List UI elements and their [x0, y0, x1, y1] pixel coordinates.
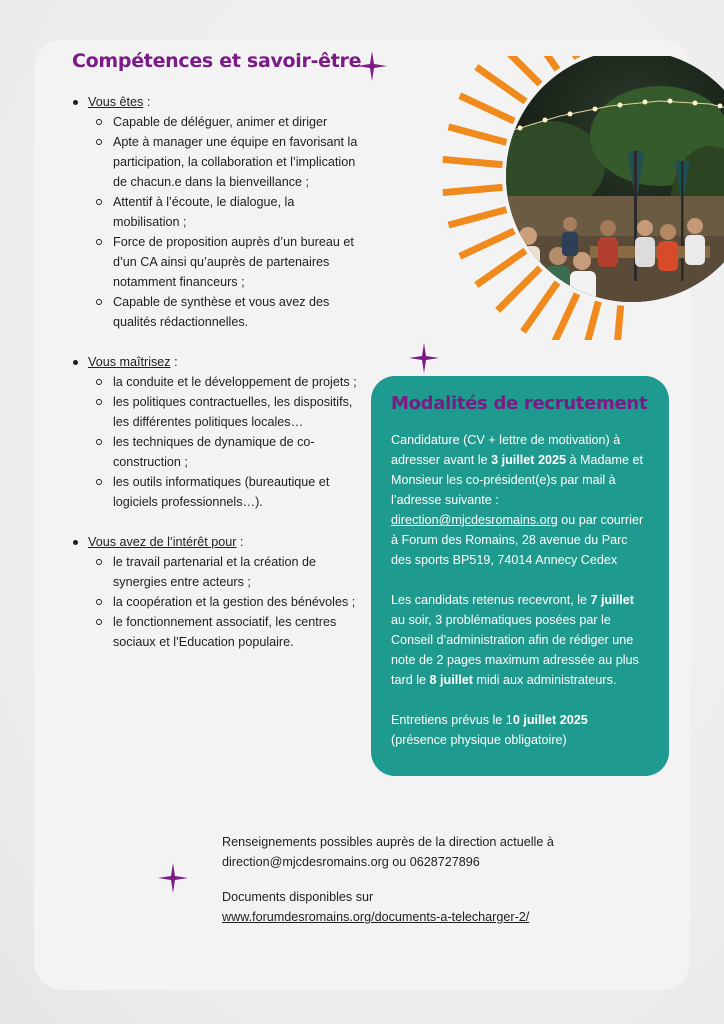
sunburst-ray: [615, 306, 620, 340]
recruitment-title: Modalités de recrutement: [391, 393, 648, 414]
sunburst-ray: [552, 294, 577, 340]
list-item: les techniques de dynamique de co-construction ;: [70, 432, 360, 472]
sunburst-ray: [443, 187, 503, 192]
sunburst-ray: [460, 96, 514, 121]
sunburst-ray: [498, 268, 540, 310]
competences-title: Compétences et savoir-être: [72, 50, 362, 72]
list-item: Capable de synthèse et vous avez des qualités rédactionnelles.: [70, 292, 360, 332]
recruitment-interview-text: Entretiens prévus le 10 juillet 2025 (présence physique obligatoire): [391, 713, 588, 747]
list-item: la coopération et la gestion des bénévoles ;: [70, 592, 360, 612]
group-title: Vous maîtrisez :: [70, 352, 360, 372]
sunburst-ray: [443, 159, 503, 164]
sunburst-ray: [476, 67, 525, 101]
contact-info: Renseignements possibles auprès de la direction actuelle à direction@mjcdesromains.org ou 0628727896: [222, 835, 554, 869]
sparkle-icon: [157, 862, 189, 894]
list-item: les politiques contractuelles, les dispositifs, les différentes politiques locales…: [70, 392, 360, 432]
recruitment-panel: [371, 376, 669, 776]
sunburst-ray: [460, 231, 514, 256]
list-item: Attentif à l’écoute, le dialogue, la mobilisation ;: [70, 192, 360, 232]
list-item: Apte à manager une équipe en favorisant la participation, la collaboration et l’implication de chacun.e dans la bienveillance ;: [70, 132, 360, 192]
list-item: les outils informatiques (bureautique et logiciels professionnels…).: [70, 472, 360, 512]
contact-footer: [222, 832, 602, 942]
sparkle-icon: [408, 342, 440, 374]
sparkle-icon: [356, 50, 388, 82]
recruitment-application-text: Candidature (CV + lettre de motivation) à adresser avant le 3 juillet 2025 à Madame et Monsieur les co-président(e)s par mail à l’adresse suivante : direction@mjcdesromains.org ou par courrier à Forum des Romains, 28 avenue du Parc des sports BP519, 74014 Annecy Cedex: [391, 433, 644, 567]
group-title: Vous avez de l’intérêt pour :: [70, 532, 360, 552]
sunburst-ray: [583, 302, 599, 340]
email-link[interactable]: direction@mjcdesromains.org: [391, 513, 558, 527]
sunburst-ray: [476, 251, 525, 285]
list-item: la conduite et le développement de projets ;: [70, 372, 360, 392]
recruitment-selection-text: Les candidats retenus recevront, le 7 juillet au soir, 3 problématiques posées par le Conseil d’administration afin de rédiger une note de 2 pages maximum adressée au plus tard le 8 juillet midi aux administrateurs.: [391, 593, 639, 687]
list-item: le fonctionnement associatif, les centres sociaux et l’Education populaire.: [70, 612, 360, 652]
documents-link[interactable]: www.forumdesromains.org/documents-a-telecharger-2/: [222, 910, 530, 924]
sunburst-ray: [448, 127, 506, 143]
list-item: Force de proposition auprès d’un bureau et d’un CA ainsi qu’auprès de partenaires notamment financeurs ;: [70, 232, 360, 292]
sunburst-ray: [448, 210, 506, 226]
sunburst-ray: [498, 56, 540, 84]
skills-group-interest: [70, 532, 360, 652]
skills-group-you-master: [70, 352, 360, 512]
skills-list: [70, 92, 360, 672]
documents-info: Documents disponibles sur www.forumdesromains.org/documents-a-telecharger-2/: [222, 890, 530, 924]
group-title: Vous êtes :: [70, 92, 360, 112]
sunburst-ray: [552, 56, 577, 58]
event-photo: [440, 56, 724, 340]
list-item: Capable de déléguer, animer et diriger: [70, 112, 360, 132]
sunburst-ray: [523, 282, 557, 331]
skills-group-you-are: [70, 92, 360, 332]
list-item: le travail partenarial et la création de synergies entre acteurs ;: [70, 552, 360, 592]
